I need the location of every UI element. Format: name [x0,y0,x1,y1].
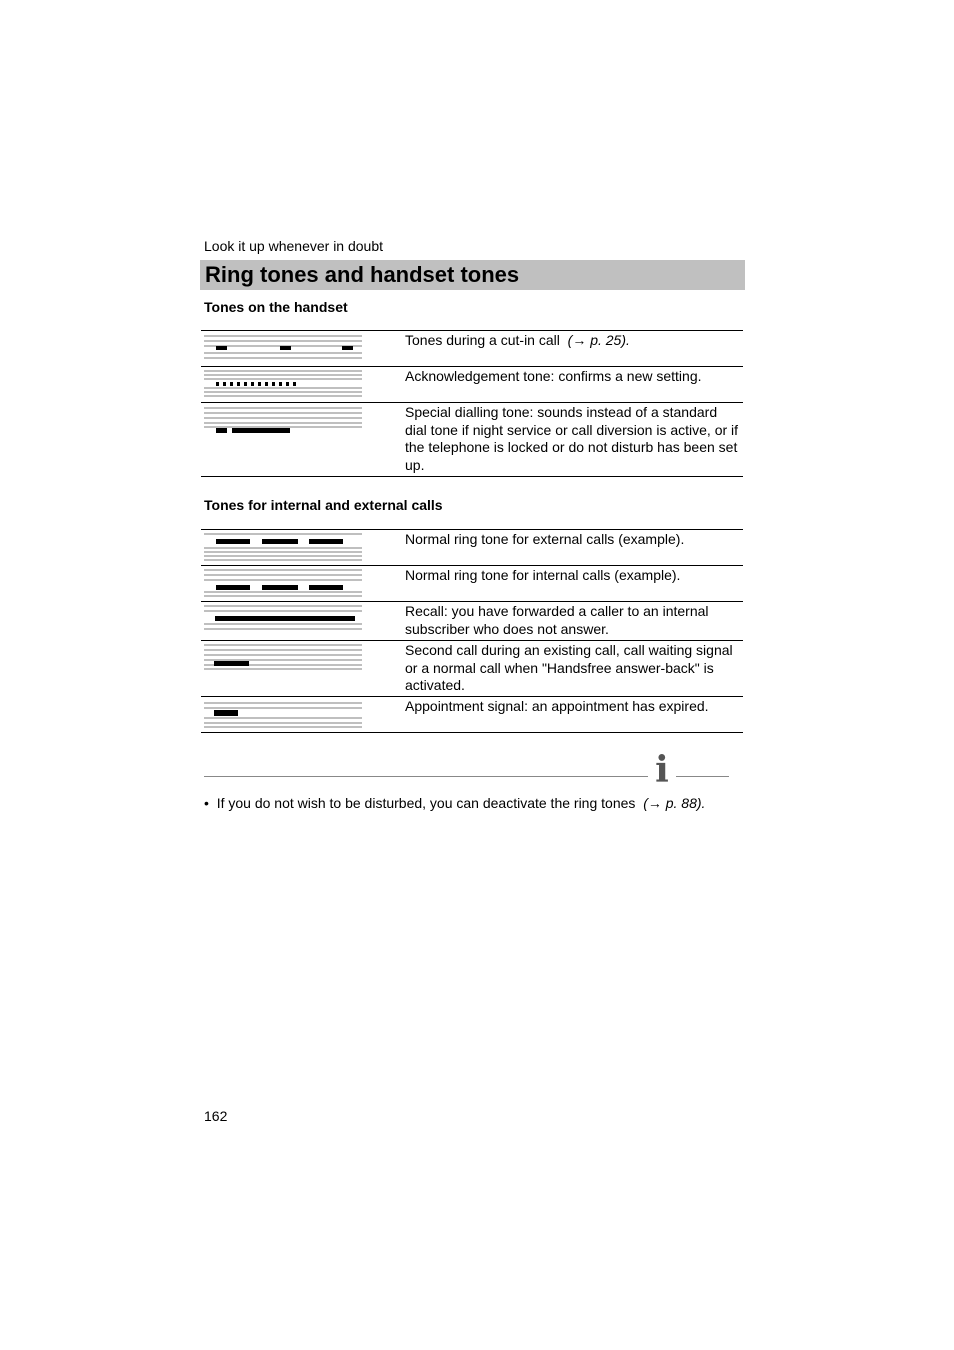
info-note: • If you do not wish to be disturbed, you can deactivate the ring tones (→ p. 88). [204,795,706,811]
table-row [201,641,743,697]
table-row [201,403,743,477]
special-dialling-tone-diagram [204,403,362,476]
section-heading-call-tones: Tones for internal and external calls [204,497,443,513]
handset-tones-table [201,330,743,477]
tone-description: Special dialling tone: sounds instead of a standard dial tone if night service or call diversion is active, or if the telephone is locked or do not disturb has been set up. [405,404,739,473]
table-row [201,697,743,733]
cut-in-call-tone-diagram [204,331,362,366]
tone-description: Normal ring tone for external calls (example). [405,531,685,547]
info-divider [676,776,729,777]
info-divider [204,776,648,777]
second-call-tone-diagram [204,641,362,696]
internal-ring-tone-diagram [204,566,362,601]
page-reference-link[interactable]: (→ p. 25). [567,332,630,348]
tone-description: Normal ring tone for internal calls (example). [405,567,681,583]
info-icon: i [655,749,669,791]
page-title: Ring tones and handset tones [200,260,745,290]
section-heading-handset-tones: Tones on the handset [204,299,348,315]
table-row [201,530,743,566]
external-ring-tone-diagram [204,530,362,565]
recall-tone-diagram [204,602,362,640]
table-row [201,331,743,367]
table-row [201,566,743,602]
call-tones-table [201,529,743,733]
tone-description: Tones during a cut-in call (→ p. 25). [405,332,630,348]
acknowledgement-tone-diagram [204,367,362,402]
running-head: Look it up whenever in doubt [204,238,384,254]
tone-description: Appointment signal: an appointment has expired. [405,698,709,714]
appointment-signal-tone-diagram [204,697,362,732]
tone-description: Acknowledgement tone: confirms a new setting. [405,368,702,384]
tone-description: Recall: you have forwarded a caller to an internal subscriber who does not answer. [405,603,709,637]
table-row [201,367,743,403]
tone-description: Second call during an existing call, call waiting signal or a normal call when "Handsfree answer-back" is activated. [405,642,733,694]
page-reference-link[interactable]: (→ p. 88). [643,795,706,811]
table-row [201,602,743,641]
page-number: 162 [204,1108,228,1124]
